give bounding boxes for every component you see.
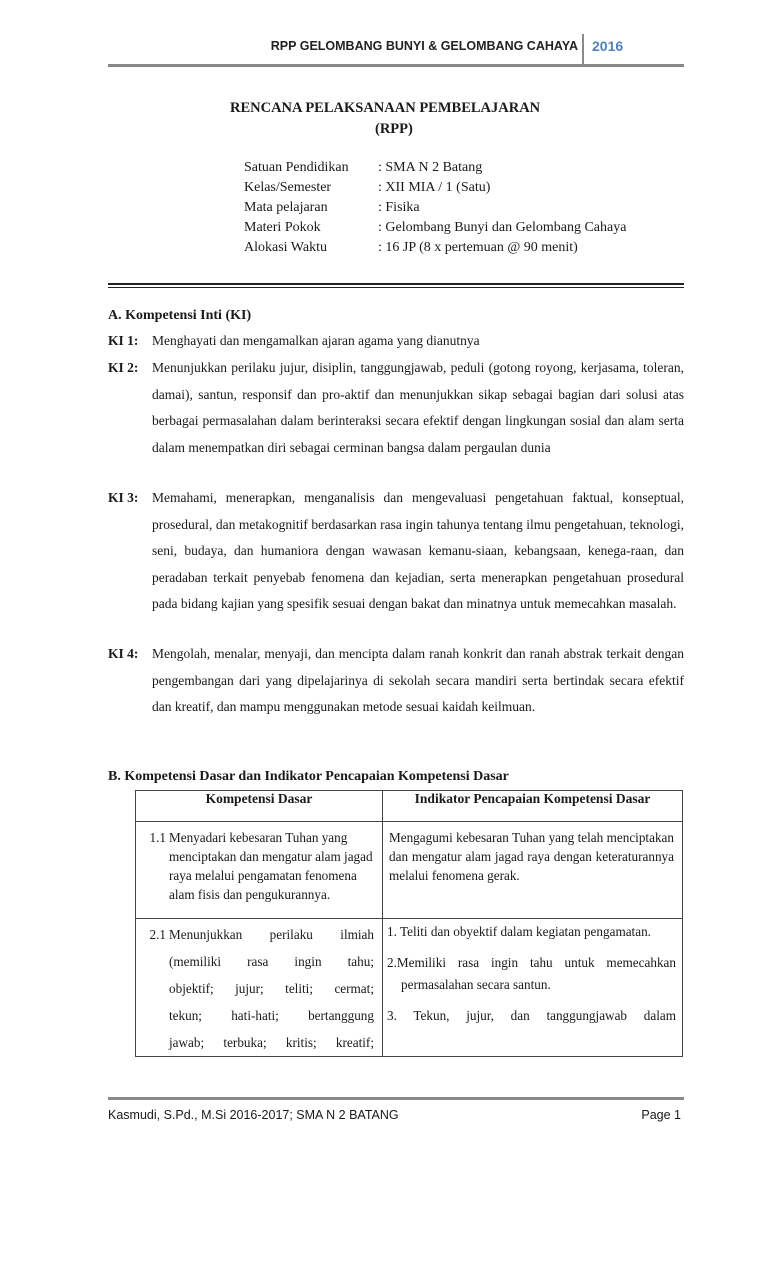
header-year: 2016 [592,38,624,54]
document-title: RENCANA PELAKSANAAN PEMBELAJARAN [230,100,541,116]
table-cell [136,822,383,919]
ki-text: Menghayati dan mengamalkan ajaran agama yang dianutnya [152,333,480,348]
table-cell [383,822,683,919]
header-rule [108,64,684,67]
indikator-text: Mengagumi kebesaran Tuhan yang telah menciptakan dan mengatur alam jagad raya dengan keteraturannya melalui fenomena gerak. [389,830,674,883]
ki-text: Mengolah, menalar, menyaji, dan mencipta dalam ranah konkrit dan ranah abstrak terkait dengan pengembangan dari yang dipelajarinya di sekolah secara mandiri serta bertindak secara efektif dan kreatif, dan mampu menggunakan metode sesuai kaidah keilmuan. [152,646,684,715]
meta-value: : XII MIA / 1 (Satu) [378,180,491,195]
indikator-number: 1. [387,924,397,939]
table-cell [383,919,683,1057]
indikator-text: Memiliki rasa ingin tahu untuk memecahkan permasalahan secara santun. [396,955,676,992]
meta-key: Satuan Pendidikan [244,160,349,175]
meta-value: : SMA N 2 Batang [378,160,483,175]
kd-number: 2.1 [149,927,166,942]
meta-value: : 16 JP (8 x pertemuan @ 90 menit) [378,240,578,255]
kd-line: jawab; terbuka; kritis; kreatif; [169,1035,374,1050]
indikator-number: 2. [387,955,397,970]
col-header-indikator: Indikator Pencapaian Kompetensi Dasar [383,791,683,822]
ki-item [108,641,684,721]
ki-label: KI 3: [108,490,139,505]
indikator-item [387,952,676,996]
indikator-text: Teliti dan obyektif dalam kegiatan pengamatan. [399,924,651,939]
kd-table [135,790,683,1057]
document-meta [244,160,626,260]
meta-row [244,180,626,200]
table-row [136,919,683,1057]
kd-line: tekun; hati-hati; bertanggung [169,1008,374,1023]
header-title: RPP GELOMBANG BUNYI & GELOMBANG CAHAYA [270,39,578,53]
meta-row [244,240,626,260]
ki-label: KI 1: [108,333,139,348]
meta-key: Alokasi Waktu [244,240,327,255]
table-cell [136,919,383,1057]
ki-text: Memahami, menerapkan, menganalisis dan mengevaluasi pengetahuan faktual, konseptual, prosedural, dan metakognitif berdasarkan rasa ingin tahunya tentang ilmu pengetahuan, teknologi, seni, budaya, dan humaniora dengan wawasan kemanu-siaan, kebangsaan, kenega-raan, dan peradaban terkait penyebab fenomena dan kejadian, serta menerapkan pengetahuan prosedural pada bidang kajian yang spesifik sesuai dengan bakat dan minatnya untuk memecahkan masalah. [152,490,684,612]
kd-line: Menunjukkan perilaku ilmiah [169,927,374,942]
table-header-row [136,791,683,822]
meta-value: : Fisika [378,200,420,215]
section-a-heading: A. Kompetensi Inti (KI) [108,308,252,323]
meta-value: : Gelombang Bunyi dan Gelombang Cahaya [378,220,627,235]
meta-key: Mata pelajaran [244,200,328,215]
footer-page-number: Page 1 [641,1108,681,1122]
kd-item [142,828,374,904]
footer-rule [108,1097,684,1100]
indikator-item [387,921,676,943]
indikator-item [387,1005,676,1027]
kd-item [142,921,374,1056]
table-row [136,822,683,919]
section-b-heading: B. Kompetensi Dasar dan Indikator Pencapaian Kompetensi Dasar [108,769,509,784]
section-divider [108,283,684,288]
meta-row [244,160,626,180]
footer-author: Kasmudi, S.Pd., M.Si 2016-2017; SMA N 2 BATANG [108,1108,399,1122]
kd-text: Menyadari kebesaran Tuhan yang menciptakan dan mengatur alam jagad raya melalui pengamatan fenomena alam fisis dan pengukurannya. [169,830,373,902]
meta-row [244,220,626,240]
ki-label: KI 4: [108,646,139,661]
page-header [0,34,768,66]
col-header-kd: Kompetensi Dasar [136,791,383,822]
meta-row [244,200,626,220]
kd-line: (memiliki rasa ingin tahu; [169,954,374,969]
meta-key: Materi Pokok [244,220,321,235]
ki-item [108,328,684,355]
ki-label: KI 2: [108,360,139,375]
document-subtitle: (RPP) [375,121,413,137]
indikator-text: Tekun, jujur, dan tanggungjawab dalam [413,1008,676,1023]
meta-key: Kelas/Semester [244,180,332,195]
kd-number: 1.1 [149,830,166,845]
kd-line: objektif; jujur; teliti; cermat; [169,981,374,996]
header-divider [582,34,584,64]
ki-item [108,485,684,618]
ki-item [108,355,684,461]
ki-text: Menunjukkan perilaku jujur, disiplin, tanggungjawab, peduli (gotong royong, kerjasama, toleran, damai), santun, responsif dan pro-aktif dan menunjukkan sikap sebagai bagian dari solusi atas berbagai permasalahan dalam berinteraksi secara efektif dengan lingkungan sosial dan alam serta dalam menempatkan diri sebagai cerminan bangsa dalam pergaulan dunia [152,360,684,455]
indikator-number: 3. [387,1008,397,1023]
